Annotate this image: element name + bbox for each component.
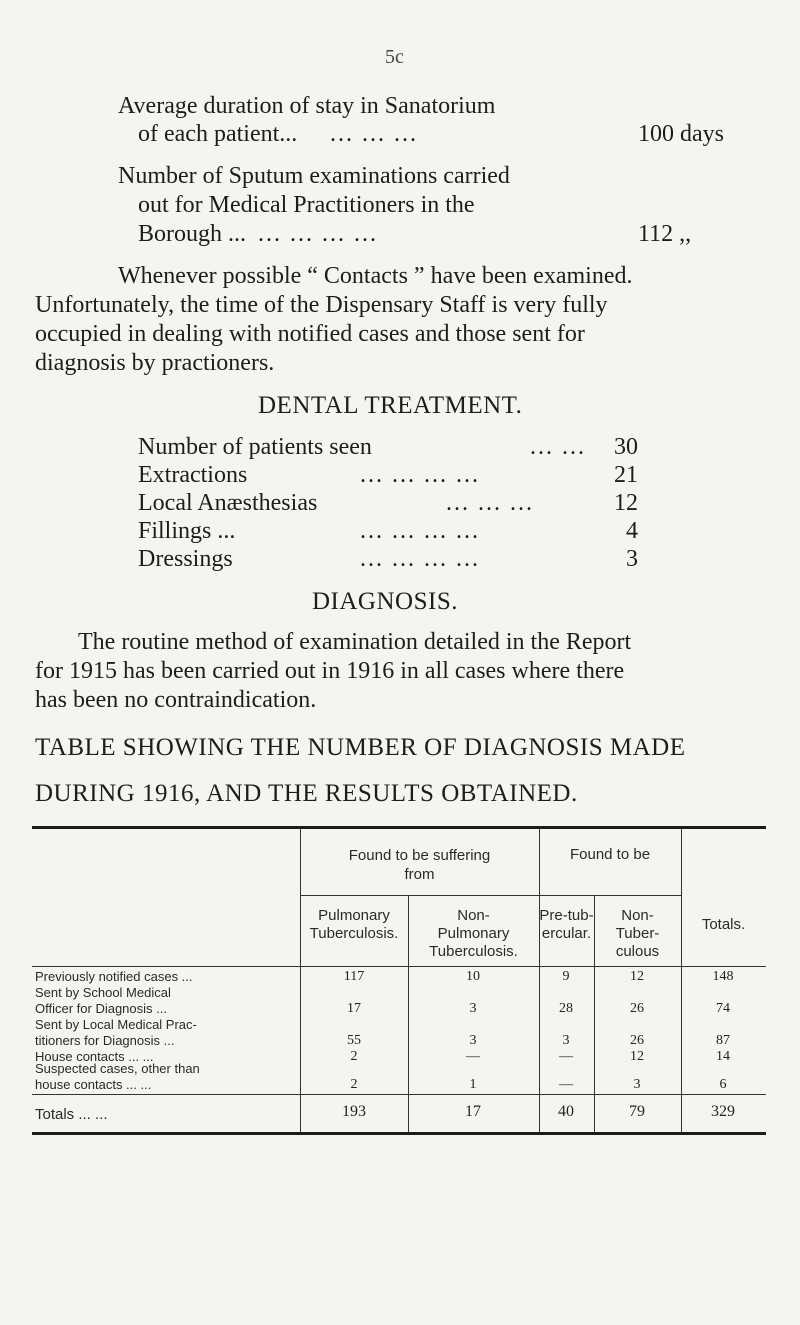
dental-dots: ... ... ... ...: [360, 462, 480, 488]
dental-dots: ... ...: [530, 434, 586, 460]
header-suffering-l1: Found to be suffering: [348, 847, 491, 864]
header-suffering-l2: from: [404, 866, 435, 883]
table-hline: [32, 966, 766, 967]
header-non-tuberculous: [594, 907, 681, 961]
paragraph-1-line-2: Unfortunately, the time of the Dispensary Staff is very fully: [35, 292, 608, 318]
dental-row: [138, 490, 638, 518]
dental-label: Number of patients seen: [138, 434, 372, 460]
table-cell: 12: [630, 1049, 644, 1064]
totals-cell: 193: [342, 1103, 366, 1120]
dental-heading: DENTAL TREATMENT.: [258, 392, 523, 419]
summary-2-value: 112 ,,: [638, 221, 692, 247]
table-cell: —: [466, 1049, 480, 1064]
header-non-tuberculous-l3: culous: [615, 943, 660, 960]
table-cell: 9: [562, 969, 570, 984]
table-cell: 2: [350, 1049, 358, 1064]
table-cell: 3: [562, 1033, 570, 1048]
table-cell: 26: [630, 1001, 644, 1016]
summary-1-value: 100 days: [638, 121, 724, 147]
summary-2-line1b: out for Medical Practitioners in the: [138, 192, 475, 218]
table-title-line-2: DURING 1916, AND THE RESULTS OBTAINED.: [35, 780, 578, 807]
table-cell: 55: [347, 1033, 361, 1048]
header-pulmonary: [300, 907, 408, 943]
summary-2-line2: Borough ...: [138, 221, 246, 247]
row-label: titioners for Diagnosis ...: [35, 1033, 175, 1048]
totals-cell: 329: [711, 1103, 735, 1120]
header-suffering: [300, 846, 539, 884]
table-bottom-rule: [32, 1132, 766, 1135]
dental-dots: ... ... ... ...: [360, 546, 480, 572]
table-cell: 3: [469, 1001, 477, 1016]
table-cell: 3: [469, 1033, 477, 1048]
row-label: Sent by School Medical: [35, 985, 171, 1000]
row-label: Officer for Diagnosis ...: [35, 1001, 167, 1016]
table-cell: 87: [716, 1033, 730, 1048]
table-cell: 74: [716, 1001, 730, 1016]
dental-dots: ... ... ... ...: [360, 518, 480, 544]
dental-row: [138, 546, 638, 574]
header-totals: Totals.: [701, 916, 746, 933]
totals-cell: 79: [629, 1103, 645, 1120]
totals-cell: 40: [558, 1103, 574, 1120]
totals-label: Totals ... ...: [35, 1106, 108, 1123]
header-pre-tubercular-l1: Pre-tub-: [539, 907, 594, 924]
dental-label: Extractions: [138, 462, 248, 488]
table-cell: 3: [633, 1077, 641, 1092]
header-non-pulmonary-l1: Non-: [457, 907, 490, 924]
dental-label: Dressings: [138, 546, 233, 572]
dental-value: 4: [626, 518, 638, 544]
summary-2-dots: ... ... ... ...: [258, 221, 378, 247]
paragraph-1-line-1: Whenever possible “ Contacts ” have been examined.: [118, 263, 633, 289]
page-number: 5c: [385, 46, 404, 68]
table-cell: 26: [630, 1033, 644, 1048]
table-cell: 28: [559, 1001, 573, 1016]
header-pulmonary-l2: Tuberculosis.: [309, 925, 399, 942]
dental-value: 30: [614, 434, 638, 460]
row-label: Suspected cases, other than: [35, 1061, 200, 1076]
row-label: House contacts ... ...: [35, 1049, 154, 1064]
dental-value: 21: [614, 462, 638, 488]
dental-row: [138, 518, 638, 546]
table-title-line-1: TABLE SHOWING THE NUMBER OF DIAGNOSIS MADE: [35, 734, 686, 761]
dental-dots: ... ... ...: [446, 490, 534, 516]
diagnosis-para-line-3: has been no contraindication.: [35, 687, 317, 713]
table-top-rule: [32, 826, 766, 829]
summary-1-line1: Average duration of stay in Sanatorium: [118, 93, 496, 119]
table-cell: —: [559, 1077, 573, 1092]
table-cell: 10: [466, 969, 480, 984]
table-cell: 6: [719, 1077, 727, 1092]
row-label: Sent by Local Medical Prac-: [35, 1017, 197, 1032]
header-pulmonary-l1: Pulmonary: [318, 907, 390, 924]
paragraph-1-line-4: diagnosis by practioners.: [35, 350, 275, 376]
dental-value: 3: [626, 546, 638, 572]
table-cell: 14: [716, 1049, 730, 1064]
diagnosis-para-line-1: The routine method of examination detailed in the Report: [78, 629, 632, 655]
header-pre-tubercular: [539, 907, 594, 943]
table-cell: 12: [630, 969, 644, 984]
dental-label: Fillings ...: [138, 518, 236, 544]
table-cell: —: [559, 1049, 573, 1064]
table-hline: [300, 895, 681, 896]
table-cell: 2: [350, 1077, 358, 1092]
header-pre-tubercular-l2: ercular.: [541, 925, 592, 942]
paragraph-1-line-3: occupied in dealing with notified cases and those sent for: [35, 321, 585, 347]
summary-2-line1: Number of Sputum examinations carried: [118, 163, 510, 189]
row-label: house contacts ... ...: [35, 1077, 152, 1092]
diagnosis-heading: DIAGNOSIS.: [312, 588, 458, 615]
dental-row: [138, 462, 638, 490]
header-non-tuberculous-l2: Tuber-: [615, 925, 660, 942]
summary-1-dots: ... ... ...: [330, 121, 418, 147]
totals-cell: 17: [465, 1103, 481, 1120]
table-cell: 1: [469, 1077, 477, 1092]
table-cell: 148: [712, 969, 734, 984]
header-non-pulmonary-l2: Pulmonary: [437, 925, 510, 942]
header-non-pulmonary: [408, 907, 539, 961]
row-label: Previously notified cases ...: [35, 969, 193, 984]
table-cell: 17: [347, 1001, 361, 1016]
dental-row: [138, 434, 638, 462]
summary-1-line2: of each patient...: [138, 121, 298, 147]
table-vline: [681, 829, 682, 1132]
header-found: Found to be: [569, 846, 651, 863]
dental-value: 12: [614, 490, 638, 516]
table-cell: 117: [343, 969, 365, 984]
table-hline: [32, 1094, 766, 1095]
dental-label: Local Anæsthesias: [138, 490, 318, 516]
diagnosis-para-line-2: for 1915 has been carried out in 1916 in all cases where there: [35, 658, 625, 684]
header-non-pulmonary-l3: Tuberculosis.: [429, 943, 518, 960]
header-non-tuberculous-l1: Non-: [621, 907, 654, 924]
